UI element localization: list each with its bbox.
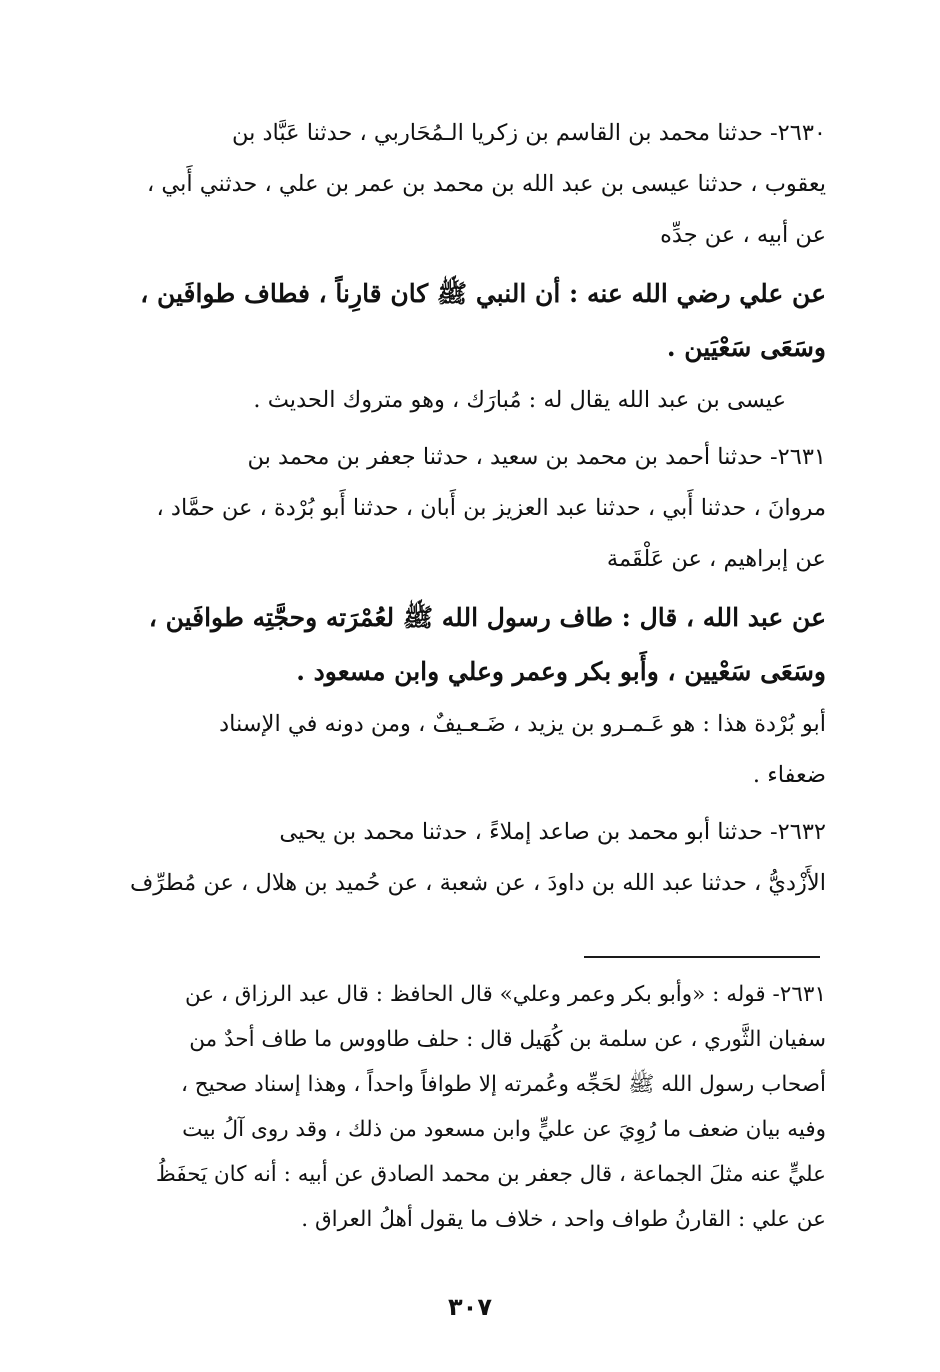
footnote-line-5: عليٍّ عنه مثلَ الجماعة ، قال جعفر بن محمد الصادق عن أبيه : أنه كان يَحفَظُ — [155, 1162, 826, 1187]
hadith-2632-chain-line-2: الأَزْديُّ ، حدثنا عبد الله بن داودَ ، عن شعبة ، عن حُميد بن هلال ، عن مُطرِّف — [129, 870, 826, 896]
hadith-2631-chain-line-2: مروانَ ، حدثنا أَبي ، حدثنا عبد العزيز بن أَبان ، حدثنا أَبو بُرْدة ، عن حمَّاد ، — [156, 495, 826, 521]
hadith-2630-matn-line-2: وسَعَى سَعْيَين . — [666, 333, 826, 362]
hadith-2632-chain-line-1: ٢٦٣٢- حدثنا أبو محمد بن صاعد إملاءً ، حدثنا محمد بن يحيى — [279, 819, 826, 845]
footnote-line-1: ٢٦٣١- قوله : «وأبو بكر وعمر وعلي» قال الحافظ : قال عبد الرزاق ، عن — [184, 982, 826, 1007]
footnote-line-6: عن علي : القارنُ طواف واحد ، خلاف ما يقول أهلُ العراق . — [301, 1207, 826, 1232]
page-number: ٣٠٧ — [448, 1293, 492, 1321]
hadith-2631-matn-line-1: عن عبد الله ، قال : طاف رسول الله ﷺ لعُمْرَته وحجَّتِه طوافَين ، — [148, 603, 826, 632]
hadith-2631-chain-line-3: عن إبراهيم ، عن عَلْقَمة — [606, 546, 826, 572]
hadith-2630-chain-line-1: ٢٦٣٠- حدثنا محمد بن القاسم بن زكريا الـمُحَاربي ، حدثنا عَبَّاد بن — [231, 120, 826, 146]
hadith-2632 — [112, 807, 826, 909]
footnote-line-4: وفيه بيان ضعف ما رُوِيَ عن عليٍّ وابن مسعود من ذلك ، وقد روى آلُ بيت — [182, 1117, 826, 1142]
hadith-2630-comment: عيسى بن عبد الله يقال له : مُبارَك ، وهو متروك الحديث . — [253, 387, 786, 413]
hadith-2631 — [112, 432, 826, 801]
hadith-2631-matn-line-2: وسَعَى سَعْيين ، وأَبو بكر وعمر وعلي وابن مسعود . — [296, 657, 826, 686]
footnote-line-3: أصحاب رسول الله ﷺ لحَجِّه وعُمرته إلا طوافاً واحداً ، وهذا إسناد صحيح ، — [181, 1072, 826, 1097]
footnote-line-2: سفيان الثَّوري ، عن سلمة بن كُهَيل قال : حلف طاووس ما طاف أحدٌ من — [189, 1027, 826, 1052]
hadith-2630-matn-line-1: عن علي رضي الله عنه : أن النبي ﷺ كان قارِناً ، فطاف طوافَين ، — [140, 279, 826, 308]
hadith-2631-comment-line-2: ضعفاء . — [752, 762, 826, 788]
footnote-separator — [584, 956, 820, 958]
hadith-2630 — [112, 108, 826, 426]
hadith-2630-chain-line-3: عن أبيه ، عن جدِّه — [660, 222, 826, 248]
footnote — [112, 972, 826, 1242]
main-text — [112, 108, 826, 909]
hadith-2630-chain-line-2: يعقوب ، حدثنا عيسى بن عبد الله بن محمد بن عمر بن علي ، حدثني أَبي ، — [146, 171, 826, 197]
hadith-2631-chain-line-1: ٢٦٣١- حدثنا أحمد بن محمد بن سعيد ، حدثنا جعفر بن محمد بن — [247, 444, 826, 470]
hadith-2631-comment-line-1: أبو بُرْدة هذا : هو عَـمـرو بن يزيد ، ضَـعـيفٌ ، ومن دونه في الإسناد — [219, 711, 826, 737]
